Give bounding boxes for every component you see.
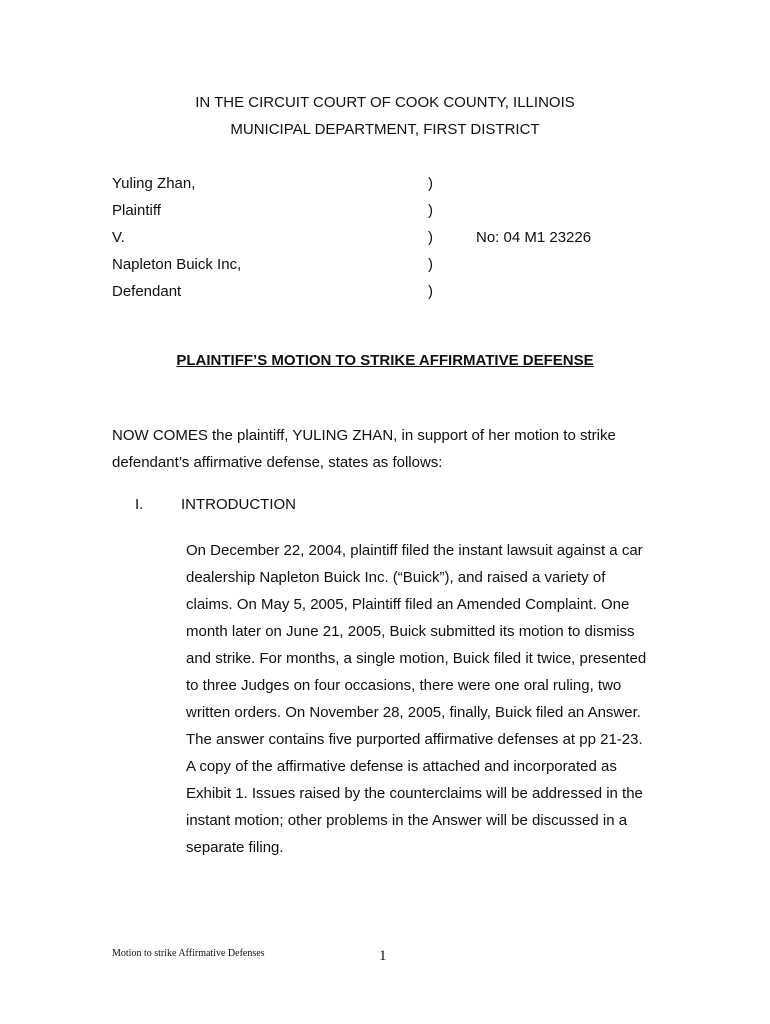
paragraph-line: A copy of the affirmative defense is attached and incorporated as xyxy=(186,758,617,775)
section-number: I. xyxy=(135,496,144,513)
footer-label: Motion to strike Affirmative Defenses xyxy=(112,948,265,959)
caption-plaintiff-name: Yuling Zhan, xyxy=(112,175,196,192)
caption-plaintiff-label: Plaintiff xyxy=(112,202,161,219)
paragraph-line: NOW COMES the plaintiff, YULING ZHAN, in support of her motion to strike xyxy=(112,427,616,444)
paragraph-line: to three Judges on four occasions, there were one oral ruling, two xyxy=(186,677,622,694)
court-heading-line-2: MUNICIPAL DEPARTMENT, FIRST DISTRICT xyxy=(230,121,540,138)
section-heading: INTRODUCTION xyxy=(181,496,296,513)
court-heading-line-1: IN THE CIRCUIT COURT OF COOK COUNTY, ILLINOIS xyxy=(195,94,575,111)
opening-paragraph xyxy=(112,422,672,476)
page-number: 1 xyxy=(379,948,387,964)
caption-paren: ) xyxy=(428,175,433,192)
paragraph-line: dealership Napleton Buick Inc. (“Buick”), and raised a variety of xyxy=(186,569,606,586)
paragraph-line: and strike. For months, a single motion, Buick filed it twice, presented xyxy=(186,650,647,667)
introduction-paragraph xyxy=(186,537,676,861)
motion-title: PLAINTIFF’S MOTION TO STRIKE AFFIRMATIVE DEFENSE xyxy=(176,352,594,369)
caption-paren: ) xyxy=(428,256,433,273)
paragraph-line: claims. On May 5, 2005, Plaintiff filed an Amended Complaint. One xyxy=(186,596,630,613)
caption-defendant-name: Napleton Buick Inc, xyxy=(112,256,242,273)
caption-defendant-label: Defendant xyxy=(112,283,182,300)
caption-versus: V. xyxy=(112,229,125,246)
paragraph-line: written orders. On November 28, 2005, finally, Buick filed an Answer. xyxy=(186,704,641,721)
caption-paren: ) xyxy=(428,229,433,246)
paragraph-line: The answer contains five purported affirmative defenses at pp 21-23. xyxy=(186,731,643,748)
paragraph-line: instant motion; other problems in the Answer will be discussed in a xyxy=(186,812,628,829)
paragraph-line: month later on June 21, 2005, Buick submitted its motion to dismiss xyxy=(186,623,635,640)
paragraph-line: Exhibit 1. Issues raised by the counterclaims will be addressed in the xyxy=(186,785,643,802)
paragraph-line: separate filing. xyxy=(186,839,284,856)
paragraph-line: On December 22, 2004, plaintiff filed the instant lawsuit against a car xyxy=(186,542,643,559)
caption-paren: ) xyxy=(428,283,433,300)
case-number: No: 04 M1 23226 xyxy=(476,229,592,246)
caption-paren: ) xyxy=(428,202,433,219)
paragraph-line: defendant’s affirmative defense, states as follows: xyxy=(112,454,443,471)
